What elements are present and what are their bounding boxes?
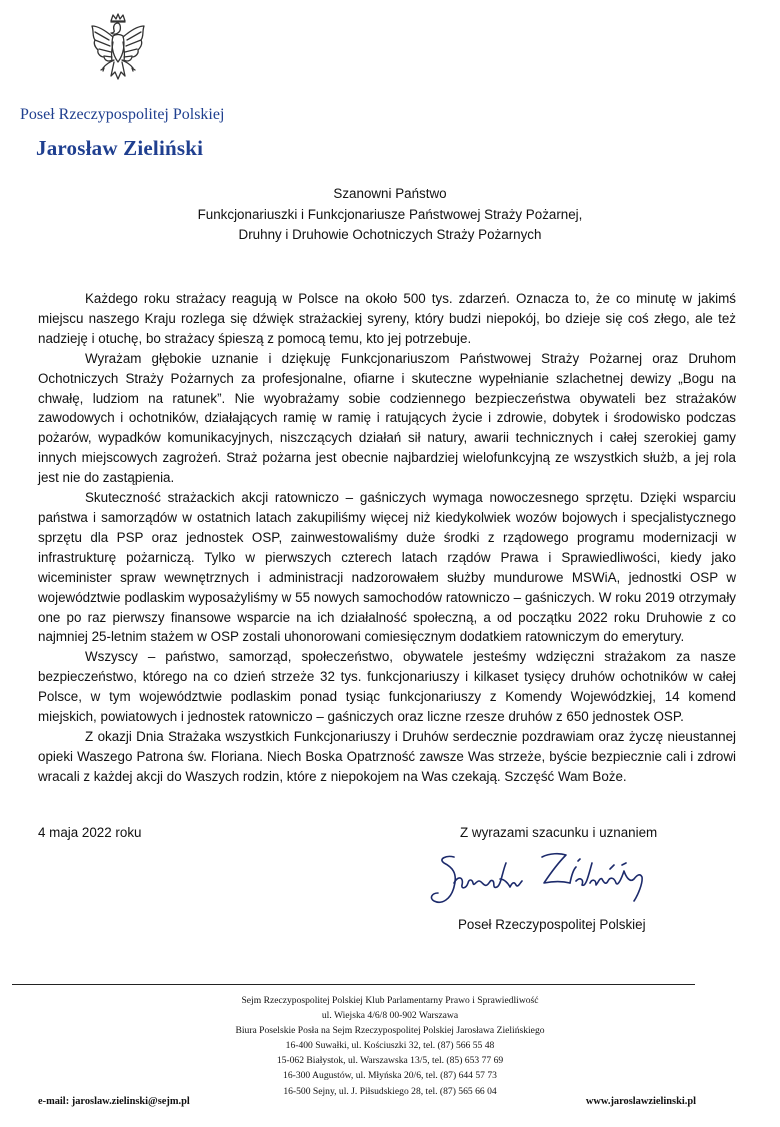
closing-regards: Z wyrazami szacunku i uznaniem bbox=[460, 825, 658, 840]
footer-line: Biura Poselskie Posła na Sejm Rzeczypospolitej Polskiej Jarosława Zielińskiego bbox=[235, 1025, 545, 1037]
letter-paragraph: Z okazji Dnia Strażaka wszystkich Funkcjonariuszy i Druhów serdecznie pozdrawiam oraz życzę nieustannej opieki Waszego Patrona św. Floriana. Niech Boska Opatrzność zawsze Was strzeże, byście bezpiecznie cali i zdrowi wracali z każdej akcji do Waszych rodzin, które z niepokojem na Was czekają. Szczęść Wam Boże. bbox=[38, 728, 736, 784]
salutation-line: Szanowni Państwo bbox=[333, 186, 447, 201]
letter-paragraph: Skuteczność strażackich akcji ratowniczo – gaśniczych wymaga nowoczesnego sprzętu. Dzięki wsparciu państwa i samorządów w ostatnich latach zakupiliśmy więcej niż kiedykolwiek wozów bojowych i specjalistycznego sprzętu dla PSP oraz jednostek OSP, zainwestowaliśmy duże środki z rządowego programu modernizacji w infrastrukturę pożarniczą. Tylko w pierwszych czterech latach rządów Prawa i Sprawiedliwości, kiedy jako wiceminister spraw wewnętrznych i administracji nadzorowałem służby mundurowe MSWiA, jednostki OSP w województwie podlaskim wyposażyliśmy w 55 nowych samochodów ratowniczo – gaśniczych. W roku 2019 otrzymały one po raz pierwszy finansowe wsparcie na ich działalność społeczną, a od początku 2022 roku Druhowie z co najmniej 25-letnim stażem w OSP zostali uhonorowani comiesięcznym dodatkiem ratowniczym do emerytury. bbox=[38, 490, 736, 645]
signer-title: Poseł Rzeczypospolitej Polskiej bbox=[458, 917, 646, 932]
mp-name: Jarosław Zieliński bbox=[36, 136, 204, 160]
footer-line: 16-400 Suwałki, ul. Kościuszki 32, tel. (87) 566 55 48 bbox=[285, 1040, 495, 1052]
letter-date: 4 maja 2022 roku bbox=[38, 825, 142, 840]
footer-line: 16-500 Sejny, ul. J. Piłsudskiego 28, tel. (87) 565 66 04 bbox=[283, 1085, 497, 1097]
letter-paragraph: Wyrażam głębokie uznanie i dziękuję Funkcjonariuszom Państwowej Straży Pożarnej oraz Druhom Ochotniczych Straży Pożarnych za profesjonalne, ofiarne i skuteczne wypełnianie szlachetnej dewizy „Bogu na chwałę, ludziom na ratunek”. Nie wyobrażamy sobie codziennego bezpieczeństwa obywateli bez strażaków zawodowych i ochotników, działających ramię w ramię i ratujących życie i zdrowie, dobytek i środowisko podczas pożarów, wypadków komunikacyjnych, niszczących działań sił natury, awarii technicznych i całej szerokiej gamy innych miejscowych zagrożeń. Straż pożarna jest obecnie najbardziej wielofunkcyjną ze wszystkich służb, a jej rola jest nie do zastąpienia. bbox=[38, 350, 736, 486]
footer-line: Sejm Rzeczypospolitej Polskiej Klub Parlamentarny Prawo i Sprawiedliwość bbox=[241, 995, 539, 1006]
footer-divider bbox=[12, 984, 695, 985]
footer-line: 15-062 Białystok, ul. Warszawska 13/5, tel. (85) 653 77 69 bbox=[276, 1055, 504, 1067]
letter-body bbox=[38, 289, 736, 787]
footer-line: ul. Wiejska 4/6/8 00-902 Warszawa bbox=[321, 1010, 459, 1022]
footer-address-block bbox=[0, 993, 780, 1099]
handwritten-signature bbox=[424, 843, 656, 913]
office-title: Poseł Rzeczypospolitej Polskiej bbox=[20, 106, 225, 123]
footer-email: e-mail: jaroslaw.zielinski@sejm.pl bbox=[38, 1096, 190, 1107]
salutation-line: Druhny i Druhowie Ochotniczych Straży Pożarnych bbox=[238, 227, 542, 242]
letter-paragraph: Wszyscy – państwo, samorząd, społeczeństwo, obywatele jesteśmy wdzięczni strażakom za nasze bezpieczeństwo, którego na co dzień strzeże 32 tys. funkcjonariuszy i kilkaset tysięcy druhów ochotników w całej Polsce, w tym województwie podlaskim ponad tysiąc funkcjonariuszy z Komendy Wojewódzkiej, 14 komend miejskich, powiatowych i jednostek ratowniczo – gaśniczych oraz liczne rzesze druhów z 650 jednostek OSP. bbox=[38, 649, 736, 725]
salutation-block bbox=[0, 184, 780, 246]
letter-paragraph: Każdego roku strażacy reagują w Polsce na około 500 tys. zdarzeń. Oznacza to, że co minutę w jakimś miejscu naszego Kraju rozlega się dźwięk strażackiej syreny, który budzi niepokój, bo dzieje się coś złego, ale też nadzieję i otuchę, bo strażacy śpieszą z pomocą temu, kto jej potrzebuje. bbox=[38, 291, 736, 346]
salutation-line: Funkcjonariuszki i Funkcjonariusze Państwowej Straży Pożarnej, bbox=[197, 206, 583, 222]
footer-line: 16-300 Augustów, ul. Młyńska 20/6, tel. (87) 644 57 73 bbox=[283, 1070, 497, 1082]
polish-eagle-emblem-icon bbox=[89, 12, 147, 92]
footer-website: www.jaroslawzielinski.pl bbox=[585, 1096, 696, 1107]
